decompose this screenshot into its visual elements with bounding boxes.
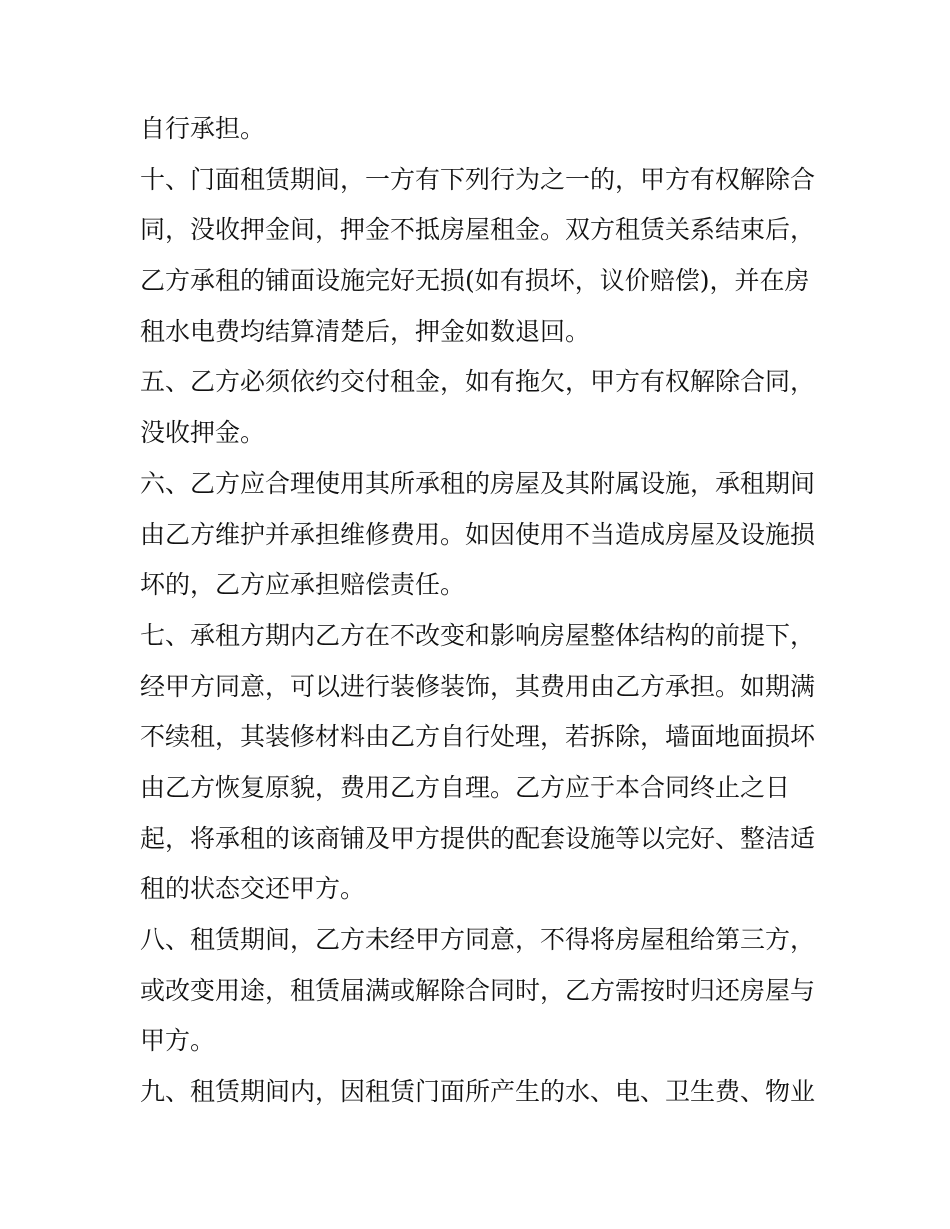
text-line: 七、承租方期内乙方在不改变和影响房屋整体结构的前提下， xyxy=(140,620,816,650)
text-line: 或改变用途，租赁届满或解除合同时，乙方需按时归还房屋与 xyxy=(140,975,816,1005)
text-line: 自行承担。 xyxy=(140,114,266,143)
text-line: 没收押金。 xyxy=(140,418,266,448)
text-line: 十、门面租赁期间，一方有下列行为之一的，甲方有权解除合 xyxy=(140,164,816,194)
text-line: 租水电费均结算清楚后，押金如数退回。 xyxy=(140,316,591,346)
text-line: 六、乙方应合理使用其所承租的房屋及其附属设施，承租期间 xyxy=(140,468,816,498)
text-line: 租的状态交还甲方。 xyxy=(140,874,366,904)
text-line: 由乙方维护并承担维修费用。如因使用不当造成房屋及设施损 xyxy=(140,519,816,549)
text-line: 甲方。 xyxy=(140,1026,216,1056)
text-line: 八、租赁期间，乙方未经甲方同意，不得将房屋租给第三方， xyxy=(140,925,816,954)
text-line: 乙方承租的铺面设施完好无损(如有损坏，议价赔偿)，并在房 xyxy=(140,266,810,296)
text-line: 同，没收押金间，押金不抵房屋租金。双方租赁关系结束后， xyxy=(140,215,816,245)
text-line: 不续租，其装修材料由乙方自行处理，若拆除，墙面地面损坏 xyxy=(140,722,816,752)
text-line: 坏的，乙方应承担赔偿责任。 xyxy=(140,570,466,600)
document-body xyxy=(140,104,820,1118)
text-line: 九、租赁期间内，因租赁门面所产生的水、电、卫生费、物业 xyxy=(140,1077,816,1107)
text-line: 由乙方恢复原貌，费用乙方自理。乙方应于本合同终止之日 xyxy=(140,772,791,802)
text-line: 起，将承租的该商铺及甲方提供的配套设施等以完好、整洁适 xyxy=(140,823,816,853)
text-line: 五、乙方必须依约交付租金，如有拖欠，甲方有权解除合同， xyxy=(140,367,816,397)
text-line: 经甲方同意，可以进行装修装饰，其费用由乙方承担。如期满 xyxy=(140,671,816,701)
